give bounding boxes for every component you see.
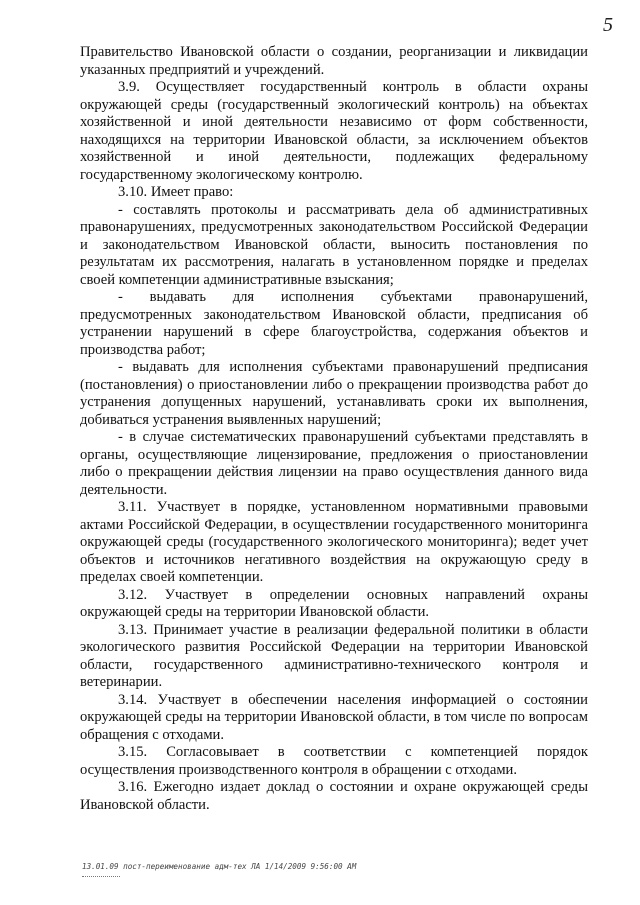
- document-body: [80, 44, 588, 814]
- document-footer: 13.01.09 пост-переименование адм-тех ЛА 1/14/2009 9:56:00 AM: [82, 862, 357, 871]
- paragraph-3-12: 3.12. Участвует в определении основных направлений охраны окружающей среды на территории Ивановской области.: [80, 586, 588, 620]
- paragraph-continuation: Правительство Ивановской области о создании, реорганизации и ликвидации указанных предприятий и учреждений.: [80, 44, 588, 78]
- list-item-suspension: - выдавать для исполнения субъектами правонарушений предписания (постановления) о приостановлении либо о прекращении производства работ до устранения допущенных нарушений, устанавливать сроки их выполнения, добиваться устранения выявленных нарушений;: [80, 359, 588, 428]
- paragraph-3-15: 3.15. Согласовывает в соответствии с компетенцией порядок осуществления производственного контроля в обращении с отходами.: [80, 744, 588, 778]
- list-item-licensing: - в случае систематических правонарушений субъектами представлять в органы, осуществляющие лицензирование, предложения о приостановлении либо о прекращении действия лицензии на право осуществления данного вида деятельности.: [80, 429, 588, 498]
- page-number: 5: [603, 14, 613, 36]
- paragraph-3-16: 3.16. Ежегодно издает доклад о состоянии и охране окружающей среды Ивановской области.: [80, 779, 588, 813]
- paragraph-3-11: 3.11. Участвует в порядке, установленном нормативными правовыми актами Российской Федерации, в осуществлении государственного мониторинга окружающей среды (государственного экологического мониторинга); ведет учет объектов и источников негативного воздействия на окружающую среду в пределах своей компетенции.: [80, 499, 588, 585]
- paragraph-3-10: 3.10. Имеет право:: [118, 184, 234, 200]
- footer-divider: [82, 876, 120, 877]
- list-item-protocols: - составлять протоколы и рассматривать дела об административных правонарушениях, предусмотренных законодательством Российской Федерации и законодательством Ивановской области, выносить постановления по результатам их рассмотрения, налагать в установленном порядке и пределах своей компетенции административные взыскания;: [80, 201, 588, 288]
- paragraph-3-9: 3.9. Осуществляет государственный контроль в области охраны окружающей среды (государственный экологический контроль) на объектах хозяйственной и иной деятельности независимо от форм собственности, находящихся на территории Ивановской области, за исключением объектов хозяйственной и иной деятельности, подлежащих федеральному государственному экологическому контролю.: [80, 79, 588, 183]
- paragraph-3-13: 3.13. Принимает участие в реализации федеральной политики в области экологического развития Российской Федерации на территории Ивановской области, государственного административно-технического контроля и ветеринарии.: [80, 621, 588, 690]
- list-item-orders: - выдавать для исполнения субъектами правонарушений, предусмотренных законодательством Ивановской области, предписания об устранении нарушений в сфере благоустройства, содержания объектов и производства работ;: [80, 289, 588, 358]
- paragraph-3-14: 3.14. Участвует в обеспечении населения информацией о состоянии окружающей среды на территории Ивановской области, в том числе по вопросам обращения с отходами.: [80, 691, 588, 743]
